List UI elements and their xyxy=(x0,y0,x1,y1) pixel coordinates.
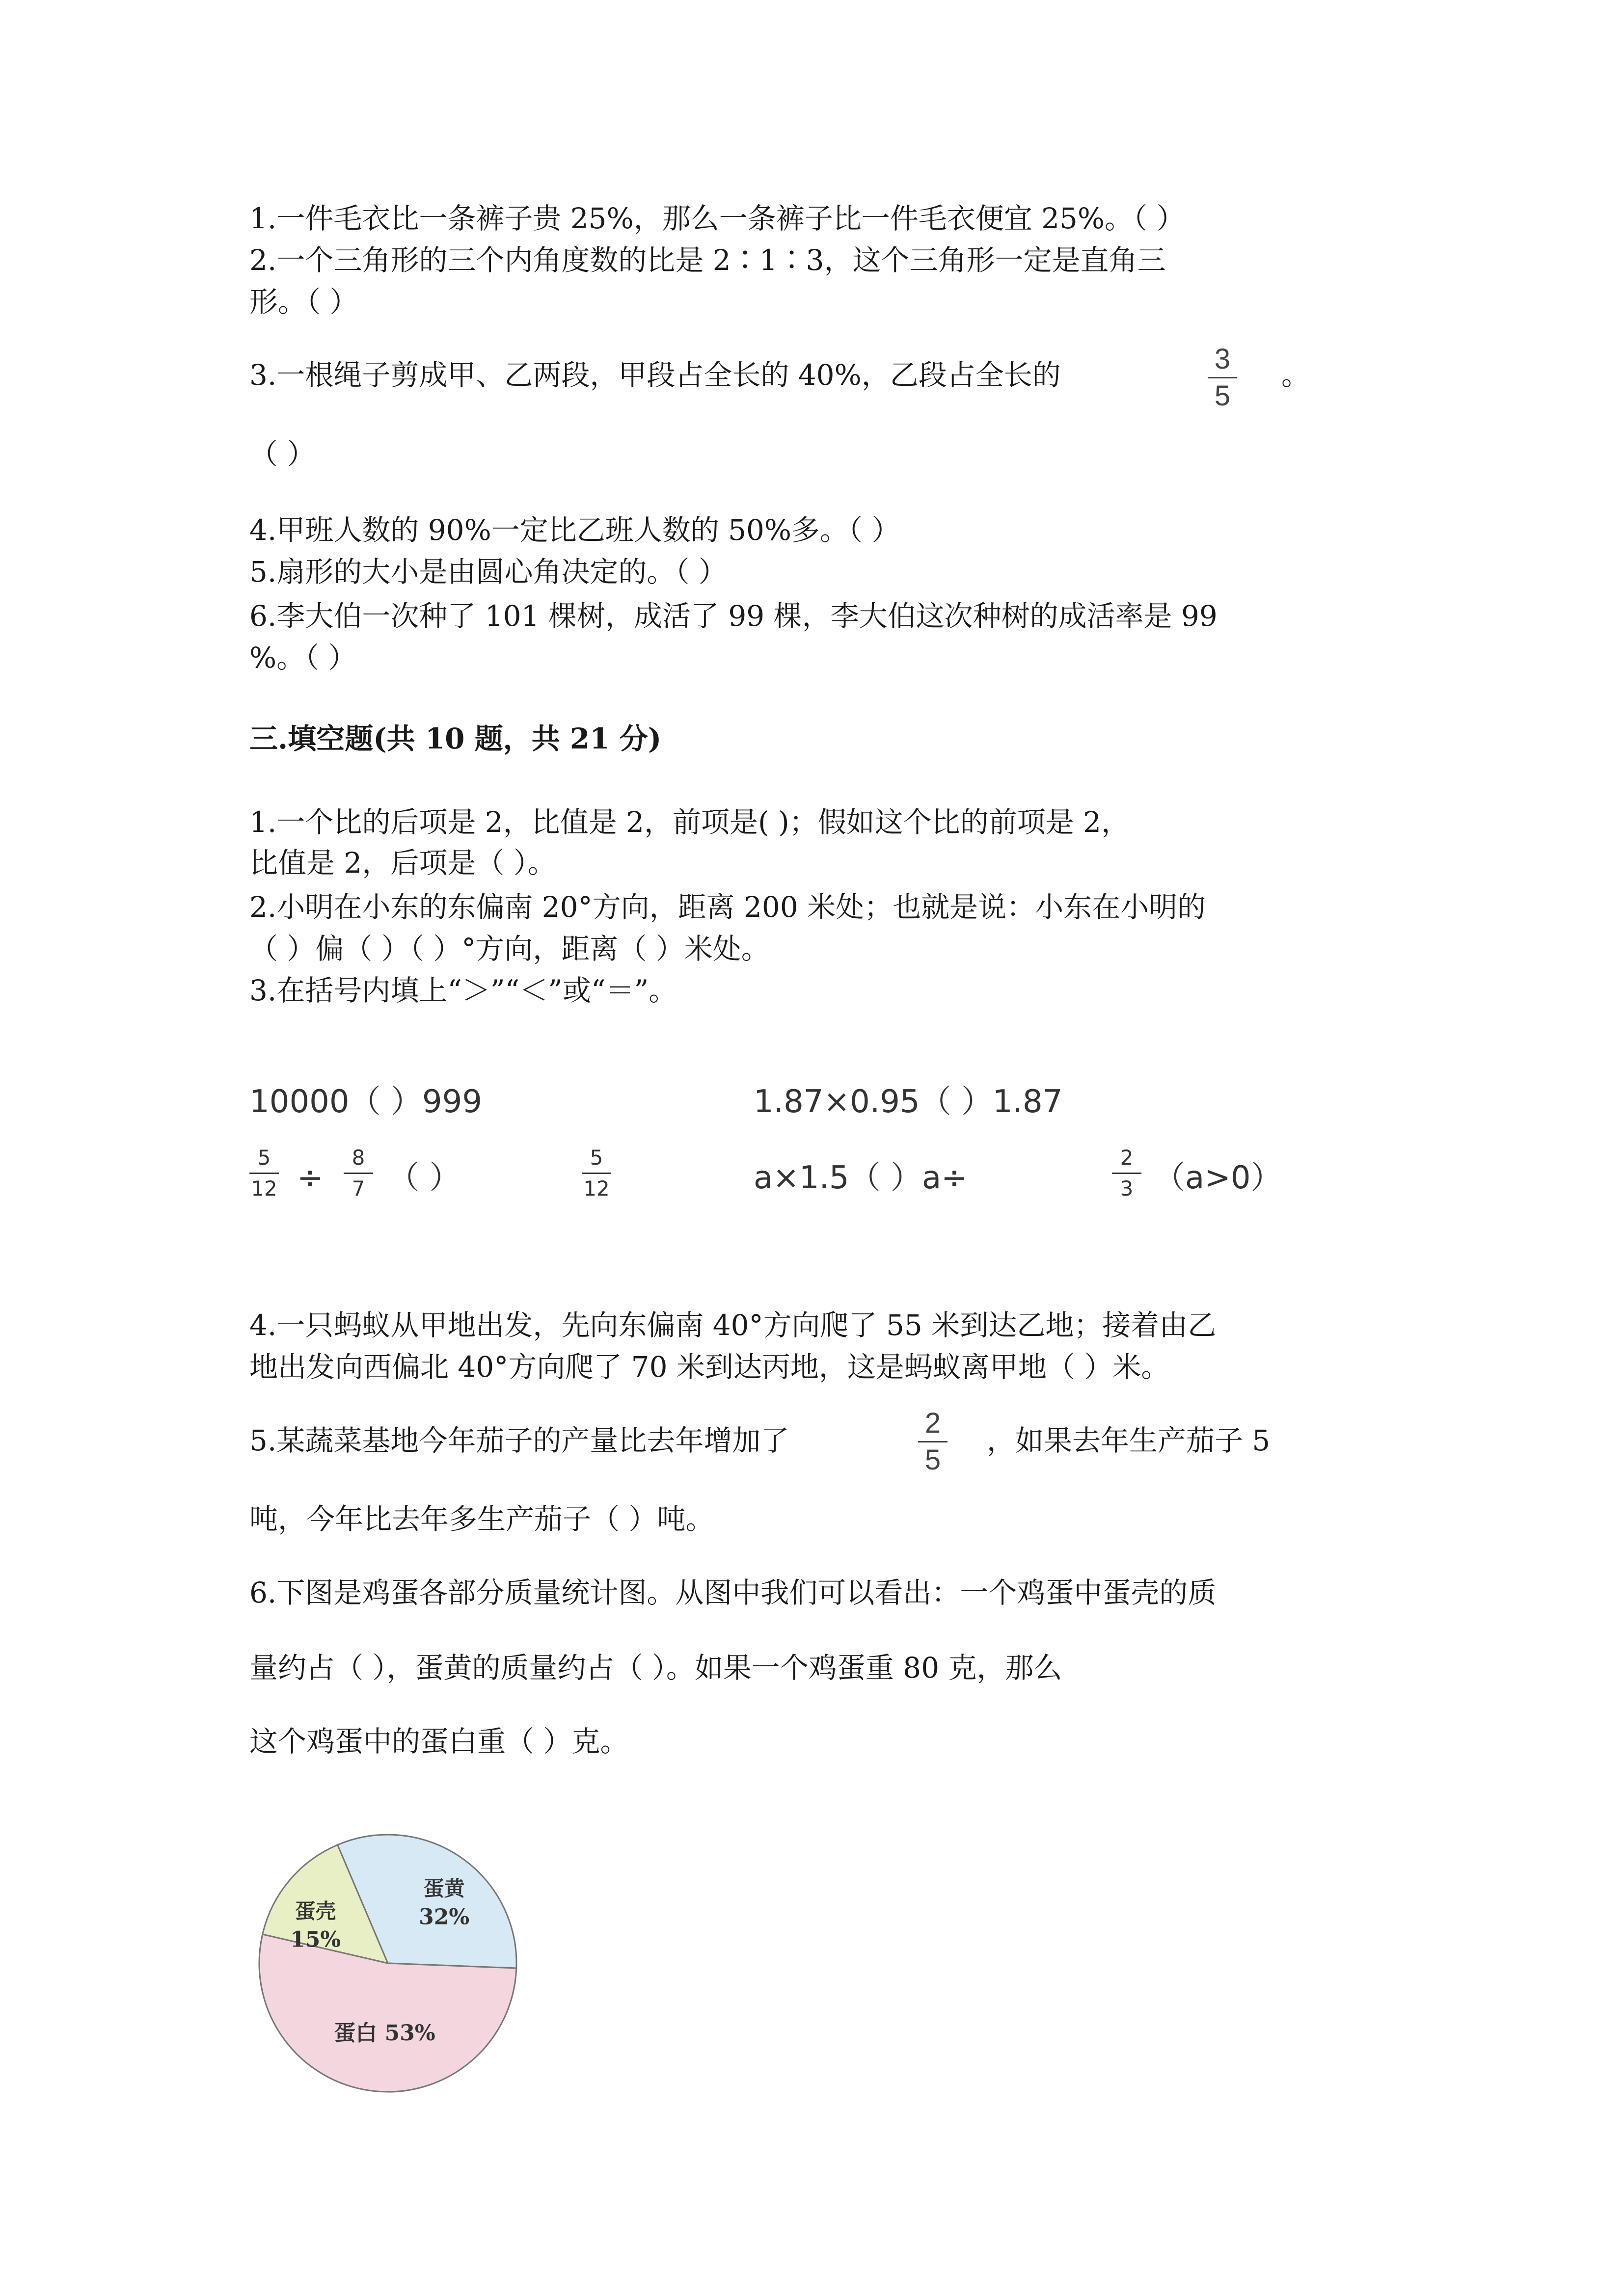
calc-row2-condition: （a>0） xyxy=(1154,1160,1282,1196)
judge-q3-fraction xyxy=(1208,344,1237,412)
judge-q3-paren: （ ） xyxy=(249,437,316,471)
fill-q5-line2: 吨，今年比去年多生产茄子（ ）吨。 xyxy=(249,1502,714,1536)
calc-frac-8-7 xyxy=(344,1146,373,1201)
fill-q2-line2: （ ）偏（ ）（ ）°方向，距离（ ）米处。 xyxy=(249,932,770,965)
fraction-denominator: 7 xyxy=(352,1176,365,1201)
fraction-denominator: 3 xyxy=(1120,1176,1134,1201)
fraction-denominator: 12 xyxy=(583,1176,610,1201)
fraction-numerator: 2 xyxy=(924,1407,941,1439)
judge-q6-line2: %。（ ） xyxy=(249,641,357,674)
fraction-bar xyxy=(1208,377,1237,378)
judge-q2-line1: 2.一个三角形的三个内角度数的比是 2∶1∶3，这个三角形一定是直角三 xyxy=(249,243,1166,277)
fill-q5-tail: ，如果去年生产茄子 5 xyxy=(987,1424,1271,1457)
calc-frac-5-12-b xyxy=(582,1146,611,1201)
fill-q1-line2: 比值是 2，后项是（ ）。 xyxy=(249,846,556,880)
fraction-numerator: 2 xyxy=(1120,1146,1134,1170)
calc-divide-sign: ÷ xyxy=(297,1160,324,1196)
judge-q2-line2: 形。（ ） xyxy=(249,285,358,319)
calc-frac-2-3 xyxy=(1112,1146,1141,1201)
judge-q3-end: 。 xyxy=(1281,358,1310,392)
fill-q6-line3: 这个鸡蛋中的蛋白重（ ）克。 xyxy=(249,1725,629,1758)
pie-label-white: 蛋白 53% xyxy=(334,2021,435,2046)
calc-row1-left: 10000（ ）999 xyxy=(249,1084,483,1120)
fraction-numerator: 8 xyxy=(352,1146,365,1170)
judge-q4: 4.甲班人数的 90%一定比乙班人数的 50%多。（ ） xyxy=(249,513,900,547)
fraction-bar xyxy=(249,1173,279,1174)
fill-q3: 3.在括号内填上“＞”“＜”或“＝”。 xyxy=(249,974,677,1007)
fill-q4-line2: 地出发向西偏北 40°方向爬了 70 米到达丙地，这是蚂蚁离甲地（ ）米。 xyxy=(249,1350,1170,1384)
judge-q6-line1: 6.李大伯一次种了 101 棵树，成活了 99 棵，李大伯这次种树的成活率是 99 xyxy=(249,599,1218,633)
pie-label-yolk: 蛋黄 xyxy=(423,1876,465,1901)
pie-value-yolk: 32% xyxy=(419,1904,470,1930)
fraction-bar xyxy=(1112,1173,1141,1174)
fraction-numerator: 5 xyxy=(590,1146,603,1170)
fill-q4-line1: 4.一只蚂蚁从甲地出发，先向东偏南 40°方向爬了 55 米到达乙地；接着由乙 xyxy=(249,1308,1217,1342)
fill-q5-fraction xyxy=(918,1408,947,1476)
fraction-denominator: 5 xyxy=(924,1444,941,1476)
judge-q1: 1.一件毛衣比一条裤子贵 25%，那么一条裤子比一件毛衣便宜 25%。（ ） xyxy=(249,202,1185,235)
egg-composition-pie-chart xyxy=(250,1826,525,2101)
fill-q6-line2: 量约占（ ），蛋黄的质量约占（ ）。如果一个鸡蛋重 80 克，那么 xyxy=(249,1651,1062,1684)
fill-q5-text: 5.某蔬菜基地今年茄子的产量比去年增加了 xyxy=(249,1424,789,1457)
fraction-bar xyxy=(582,1173,611,1174)
judge-q3-text: 3.一根绳子剪成甲、乙两段，甲段占全长的 40%，乙段占全长的 xyxy=(249,358,1061,392)
fraction-denominator: 5 xyxy=(1214,380,1231,412)
judge-q5: 5.扇形的大小是由圆心角决定的。（ ） xyxy=(249,555,727,588)
calc-frac-5-12-a xyxy=(249,1146,279,1201)
fraction-bar xyxy=(918,1441,947,1442)
pie-value-eggshell: 15% xyxy=(290,1927,341,1952)
pie-label-eggshell: 蛋壳 xyxy=(295,1899,336,1923)
calc-row1-right: 1.87×0.95（ ）1.87 xyxy=(754,1084,1063,1120)
fraction-numerator: 3 xyxy=(1214,343,1231,375)
fill-q1-line1: 1.一个比的后项是 2，比值是 2，前项是( )；假如这个比的前项是 2， xyxy=(249,805,1130,839)
fraction-denominator: 12 xyxy=(251,1176,277,1201)
fill-q2-line1: 2.小明在小东的东偏南 20°方向，距离 200 米处；也就是说：小东在小明的 xyxy=(249,890,1206,924)
section3-title: 三.填空题(共 10 题，共 21 分) xyxy=(249,722,662,755)
fraction-bar xyxy=(344,1173,373,1174)
calc-row2-right-text: a×1.5（ ）a÷ xyxy=(754,1160,968,1196)
calc-row2-paren: （ ） xyxy=(388,1160,461,1196)
fraction-numerator: 5 xyxy=(257,1146,271,1170)
fill-q6-line1: 6.下图是鸡蛋各部分质量统计图。从图中我们可以看出：一个鸡蛋中蛋壳的质 xyxy=(249,1576,1217,1609)
